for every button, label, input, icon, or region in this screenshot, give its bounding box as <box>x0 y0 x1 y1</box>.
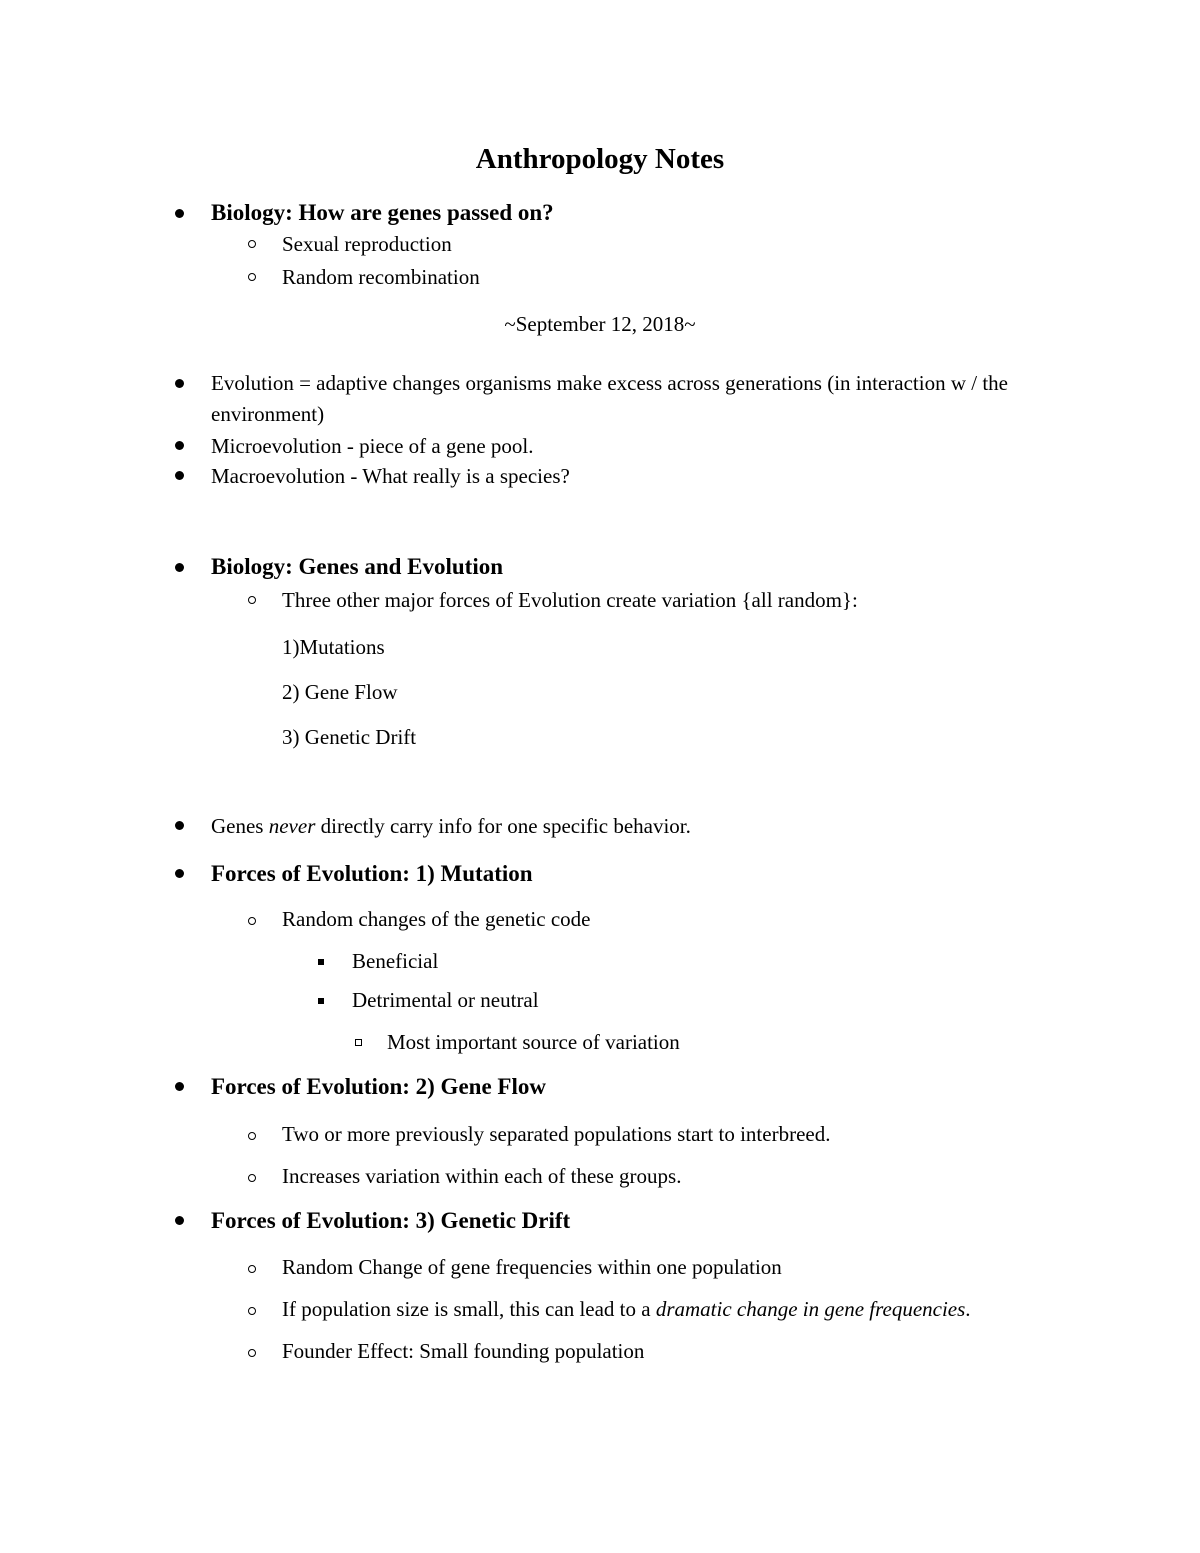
circle-bullet-icon <box>248 273 256 281</box>
section-heading: Forces of Evolution: 1) Mutation <box>211 861 533 886</box>
circle-bullet-icon <box>248 1174 256 1182</box>
page-title: Anthropology Notes <box>475 143 725 175</box>
list-item: Sexual reproduction <box>282 232 452 256</box>
circle-bullet-icon <box>248 917 256 925</box>
list-item: Three other major forces of Evolution create variation {all random}: <box>282 588 858 612</box>
bullet-icon <box>175 1082 184 1091</box>
section-heading: Biology: How are genes passed on? <box>211 200 554 225</box>
text-run: If population size is small, this can lead to a <box>282 1297 656 1321</box>
date-heading: ~September 12, 2018~ <box>504 312 696 336</box>
circle-bullet-icon <box>248 1307 256 1315</box>
bullet-icon <box>175 471 184 480</box>
bullet-icon <box>175 209 184 218</box>
circle-bullet-icon <box>248 1349 256 1357</box>
list-item: Two or more previously separated populations start to interbreed. <box>282 1122 831 1146</box>
text-run: directly carry info for one specific behavior. <box>315 814 691 838</box>
list-item: Random Change of gene frequencies within one population <box>282 1255 782 1279</box>
list-item: Detrimental or neutral <box>352 988 539 1012</box>
bullet-icon <box>175 563 184 572</box>
bullet-icon <box>175 379 184 388</box>
text-run: . <box>965 1297 971 1321</box>
numbered-item: 3) Genetic Drift <box>282 725 417 749</box>
emphasis-text: never <box>268 814 316 838</box>
text-run: Genes <box>211 814 269 838</box>
section-heading: Forces of Evolution: 3) Genetic Drift <box>211 1208 571 1233</box>
circle-bullet-icon <box>248 240 256 248</box>
list-item: Random recombination <box>282 265 480 289</box>
bullet-icon <box>175 441 184 450</box>
hollow-square-bullet-icon <box>355 1039 362 1046</box>
bullet-icon <box>175 869 184 878</box>
section-heading: Biology: Genes and Evolution <box>211 554 504 579</box>
list-item: Increases variation within each of these groups. <box>282 1164 682 1188</box>
bullet-icon <box>175 821 184 830</box>
list-item: Random changes of the genetic code <box>282 907 591 931</box>
list-item: Microevolution - piece of a gene pool. <box>211 434 534 458</box>
section-heading: Forces of Evolution: 2) Gene Flow <box>211 1074 546 1099</box>
circle-bullet-icon <box>248 1132 256 1140</box>
list-item: Evolution = adaptive changes organisms make excess across generations (in interaction w / the environment) <box>211 371 1008 426</box>
bullet-icon <box>175 1216 184 1225</box>
list-item: Beneficial <box>352 949 439 973</box>
numbered-item: 1)Mutations <box>282 635 385 659</box>
square-bullet-icon <box>318 959 324 965</box>
numbered-item: 2) Gene Flow <box>282 680 398 704</box>
list-item <box>211 813 691 839</box>
square-bullet-icon <box>318 998 324 1004</box>
list-item: Macroevolution - What really is a species? <box>211 464 570 488</box>
emphasis-text: dramatic change in gene frequencies <box>655 1297 966 1321</box>
list-item <box>282 1296 971 1322</box>
circle-bullet-icon <box>248 1265 256 1273</box>
circle-bullet-icon <box>248 596 256 604</box>
list-item: Most important source of variation <box>387 1030 680 1054</box>
list-item: Founder Effect: Small founding population <box>282 1339 645 1363</box>
